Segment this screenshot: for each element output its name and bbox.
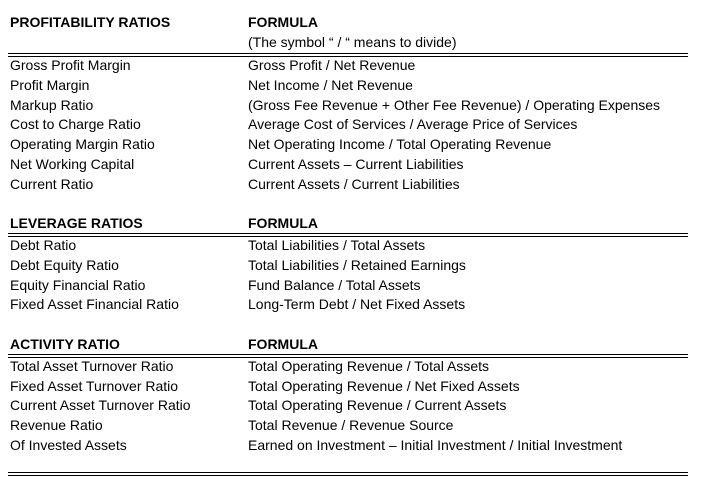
ratio-name: Current Asset Turnover Ratio (10, 397, 191, 413)
ratio-name: Fixed Asset Financial Ratio (10, 296, 179, 312)
ratio-formula: Fund Balance / Total Assets (248, 277, 421, 293)
ratio-formula: Earned on Investment – Initial Investment / Initial Investment (248, 437, 623, 453)
ratio-formula: Gross Profit / Net Revenue (248, 57, 416, 73)
bottom-double-rule (8, 472, 688, 476)
ratio-name: Operating Margin Ratio (10, 136, 155, 152)
ratio-formula: Long-Term Debt / Net Fixed Assets (248, 296, 466, 312)
ratio-name: Net Working Capital (10, 156, 135, 172)
ratio-formula: Total Revenue / Revenue Source (248, 417, 454, 433)
ratio-name: Gross Profit Margin (10, 57, 131, 73)
ratio-name: Cost to Charge Ratio (10, 116, 141, 132)
ratio-name: Debt Ratio (10, 237, 77, 253)
formula-heading: FORMULA (248, 215, 318, 231)
formula-heading: FORMULA (248, 14, 318, 30)
ratio-formula: Total Liabilities / Total Assets (248, 237, 426, 253)
ratio-formula: Total Operating Revenue / Total Assets (248, 358, 489, 374)
section-heading: ACTIVITY RATIO (10, 336, 120, 352)
ratio-name: Fixed Asset Turnover Ratio (10, 378, 179, 394)
ratio-formula: (Gross Fee Revenue + Other Fee Revenue) / Operating Expenses (248, 97, 661, 113)
ratio-name: Total Asset Turnover Ratio (10, 358, 174, 374)
ratio-formula: Total Liabilities / Retained Earnings (248, 257, 466, 273)
ratio-name: Of Invested Assets (10, 437, 127, 453)
ratio-formula: Current Assets / Current Liabilities (248, 176, 460, 192)
ratio-name: Debt Equity Ratio (10, 257, 119, 273)
ratio-formula: Current Assets – Current Liabilities (248, 156, 464, 172)
ratio-formula: Net Operating Income / Total Operating Revenue (248, 136, 552, 152)
formula-heading: FORMULA (248, 336, 318, 352)
ratio-name: Revenue Ratio (10, 417, 103, 433)
ratio-name: Current Ratio (10, 176, 94, 192)
formula-note: (The symbol “ / “ means to divide) (248, 34, 457, 50)
ratio-formula: Net Income / Net Revenue (248, 77, 413, 93)
ratio-formula: Total Operating Revenue / Current Assets (248, 397, 507, 413)
ratio-name: Markup Ratio (10, 97, 94, 113)
ratio-name: Equity Financial Ratio (10, 277, 146, 293)
ratio-formula: Average Cost of Services / Average Price of Services (248, 116, 578, 132)
section-heading: LEVERAGE RATIOS (10, 215, 143, 231)
section-heading: PROFITABILITY RATIOS (10, 14, 171, 30)
ratio-name: Profit Margin (10, 77, 90, 93)
ratio-formula: Total Operating Revenue / Net Fixed Assets (248, 378, 520, 394)
